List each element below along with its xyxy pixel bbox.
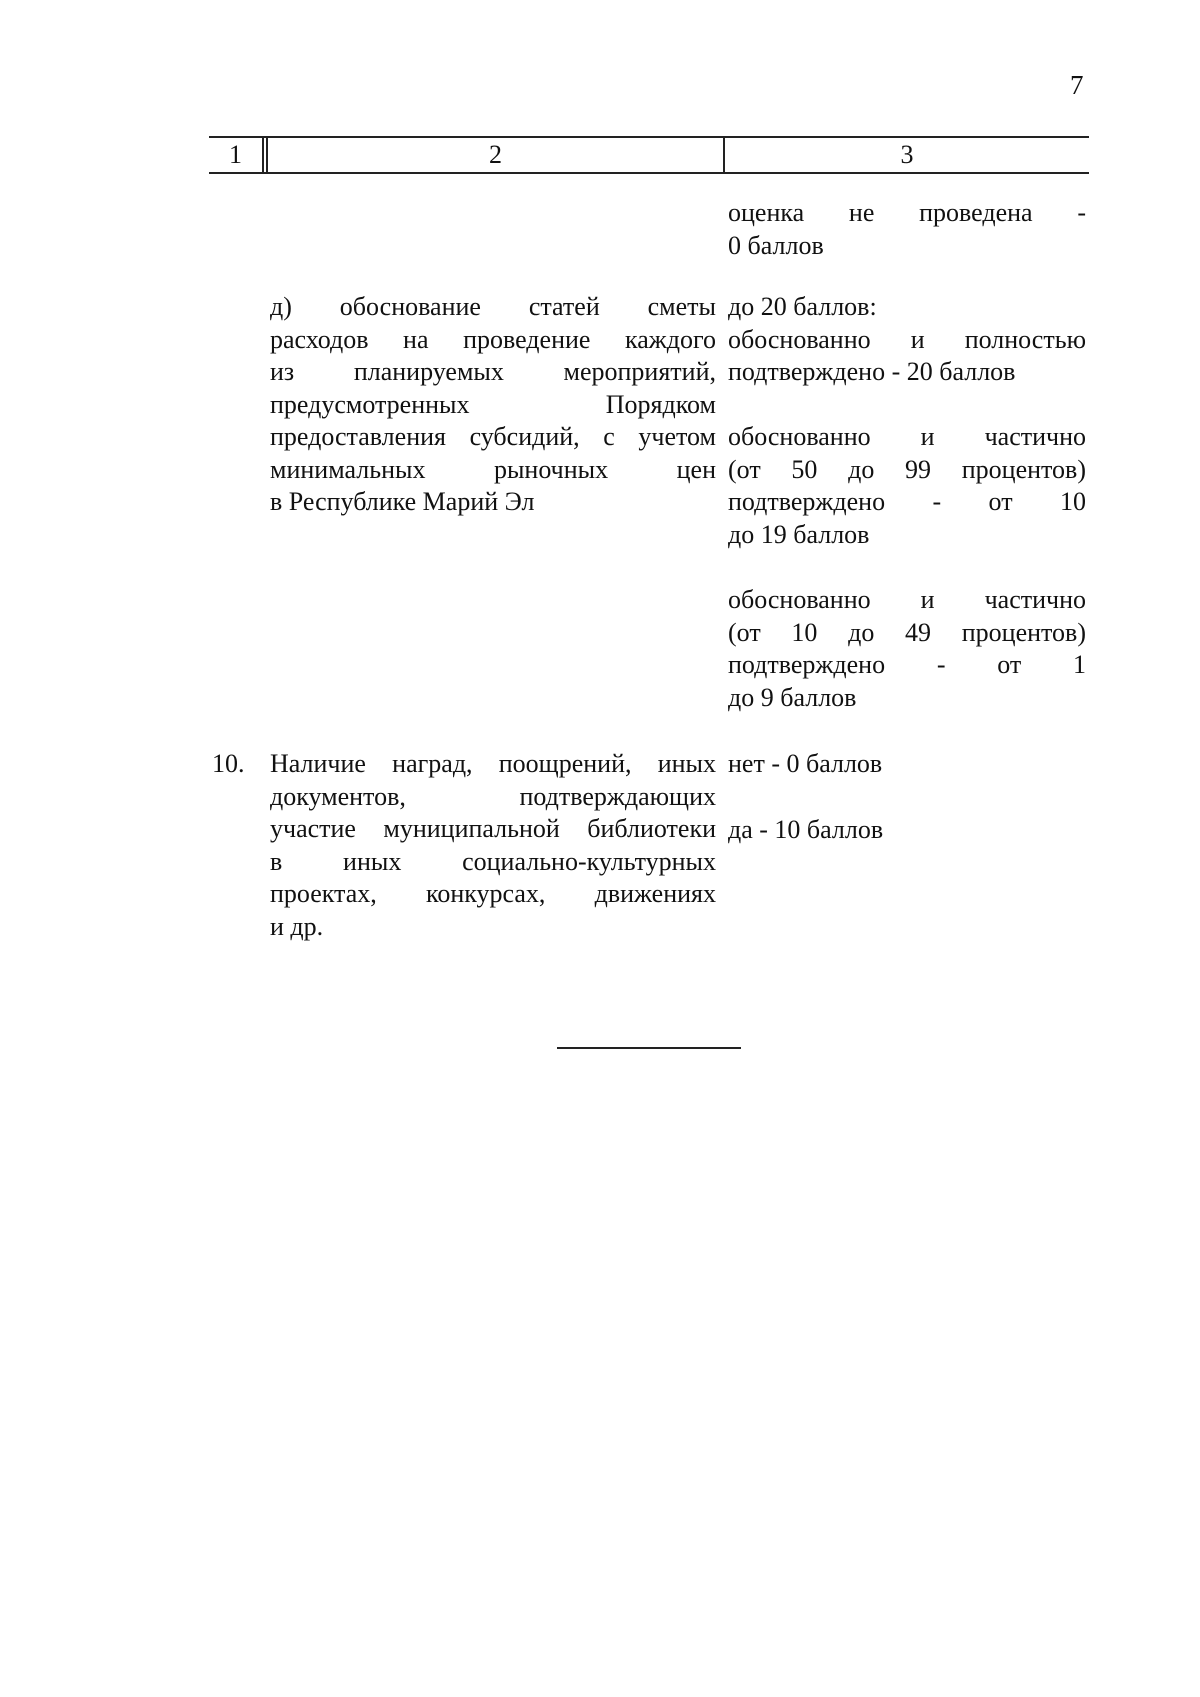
score-line: (от 50 до 99 процентов) (728, 454, 1086, 484)
criterion-d (270, 291, 716, 519)
criterion-line: д) обоснование статей сметы (270, 292, 716, 321)
score-d-group-2 (728, 421, 1086, 551)
end-of-document-rule (557, 1047, 741, 1049)
score-line: подтверждено - от 10 (728, 487, 1086, 516)
criterion-line: предусмотренных Порядком (270, 389, 716, 419)
score-line: обоснованно и полностью (728, 324, 1086, 354)
score-line: обоснованно и частично (728, 422, 1086, 451)
criterion-line: из планируемых мероприятий, (270, 357, 716, 386)
criterion-line: и др. (270, 911, 324, 941)
criterion-line: в Республике Марий Эл (270, 487, 535, 516)
criterion-10 (270, 748, 716, 943)
score-10 (728, 748, 1086, 846)
score-line: (от 10 до 49 процентов) (728, 617, 1086, 647)
criterion-line: Наличие наград, поощрений, иных (270, 749, 716, 778)
score-line: 0 баллов (728, 230, 824, 260)
score-line: оценка не проведена - (728, 198, 1086, 227)
page-number: 7 (1070, 70, 1084, 100)
column-divider (262, 138, 264, 172)
score-line: подтверждено - 20 баллов (728, 357, 1016, 386)
criterion-line: участие муниципальной библиотеки (270, 814, 716, 843)
header-col-3: 3 (900, 140, 914, 169)
score-d-group-1 (728, 291, 1086, 389)
table-header (209, 136, 1089, 174)
score-line: обоснованно и частично (728, 585, 1086, 614)
item-number-10: 10. (212, 749, 245, 778)
score-line: до 20 баллов: (728, 292, 877, 321)
score-d-group-3 (728, 584, 1086, 714)
criterion-line: предоставления субсидий, с учетом (270, 422, 716, 451)
score-line: до 19 баллов (728, 519, 870, 549)
criterion-line: в иных социально-культурных (270, 846, 716, 876)
score-yes: да - 10 баллов (728, 814, 884, 844)
continuation-score (728, 197, 1086, 262)
criterion-line: проектах, конкурсах, движениях (270, 879, 716, 908)
criterion-line: документов, подтверждающих (270, 781, 716, 811)
score-line: до 9 баллов (728, 682, 857, 712)
score-line: подтверждено - от 1 (728, 650, 1086, 679)
header-col-1: 1 (229, 140, 242, 169)
header-col-2: 2 (489, 140, 502, 169)
criterion-line: минимальных рыночных цен (270, 454, 716, 484)
score-no: нет - 0 баллов (728, 749, 883, 778)
criterion-line: расходов на проведение каждого (270, 324, 716, 354)
